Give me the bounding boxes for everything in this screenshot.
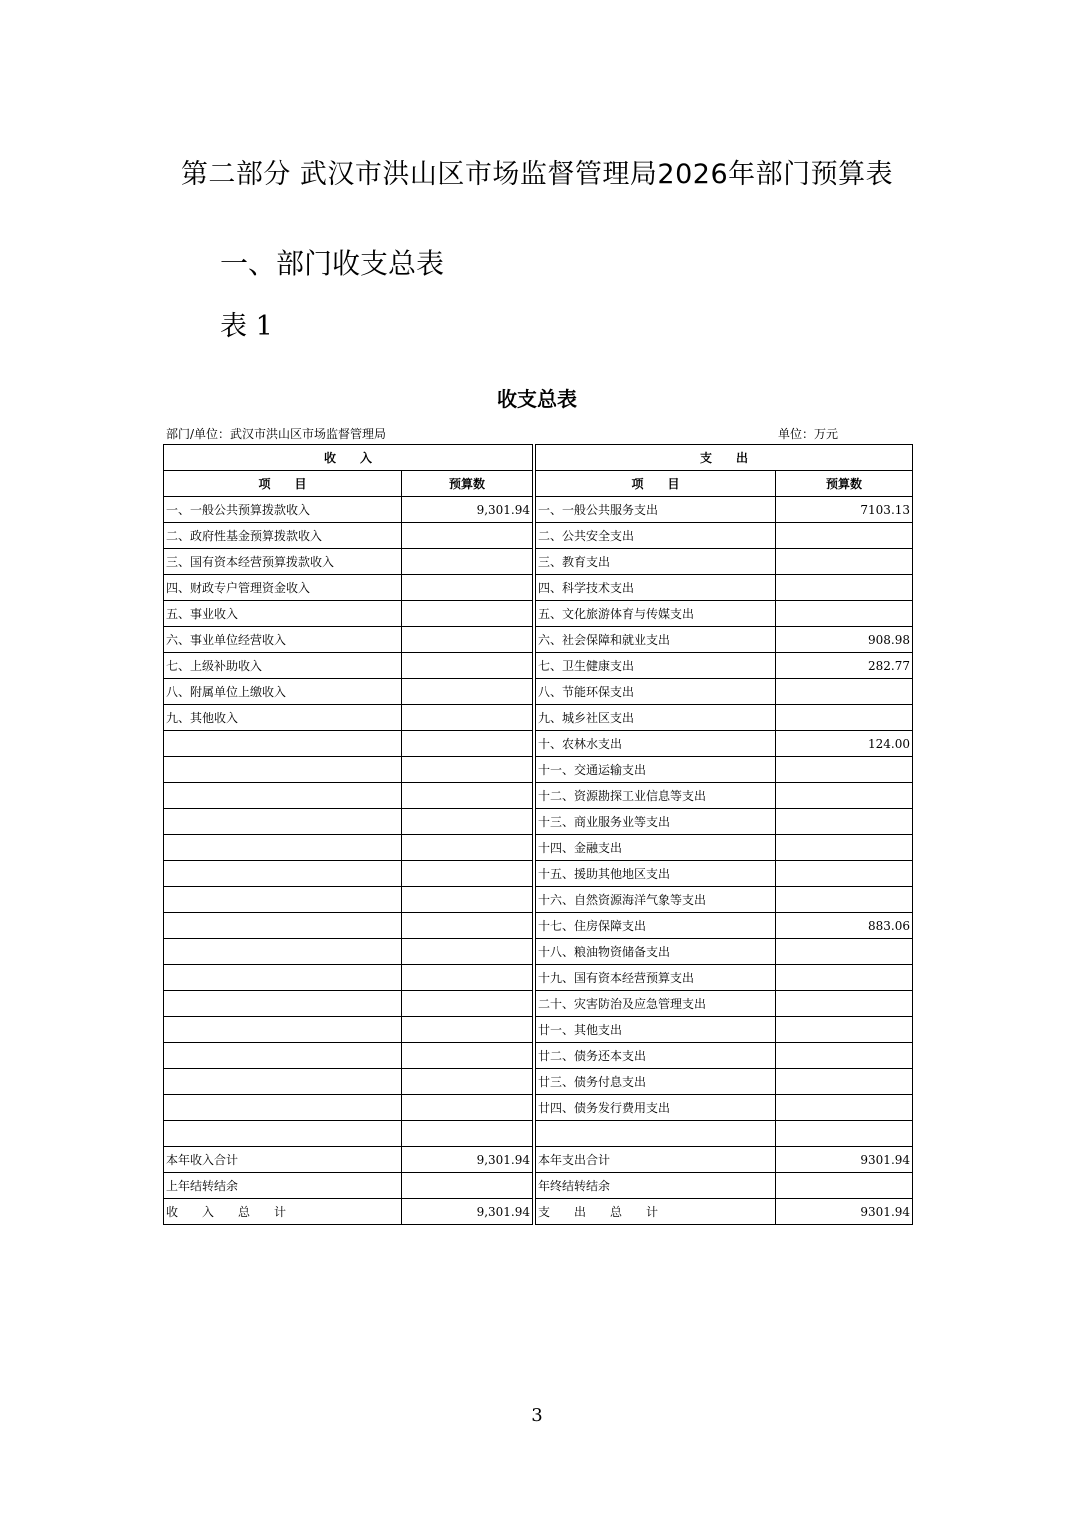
income-item-cell <box>164 783 402 809</box>
expense-item-cell: 十、农林水支出 <box>536 731 776 757</box>
income-value-cell <box>402 575 533 601</box>
table-row <box>164 1173 913 1199</box>
income-budget-header: 预算数 <box>402 471 533 497</box>
table-row <box>164 575 913 601</box>
expense-item-cell: 十九、国有资本经营预算支出 <box>536 965 776 991</box>
expense-item-cell: 年终结转结余 <box>536 1173 776 1199</box>
expense-item-header: 项 目 <box>536 471 776 497</box>
table-row <box>164 1121 913 1147</box>
expense-item-cell: 二、公共安全支出 <box>536 523 776 549</box>
income-item-cell: 上年结转结余 <box>164 1173 402 1199</box>
expense-value-cell <box>776 835 913 861</box>
expense-value-cell: 282.77 <box>776 653 913 679</box>
income-item-cell: 七、上级补助收入 <box>164 653 402 679</box>
expense-item-cell: 六、社会保障和就业支出 <box>536 627 776 653</box>
table-row <box>164 1095 913 1121</box>
table-row <box>164 757 913 783</box>
department-label: 部门/单位：武汉市洪山区市场监督管理局 <box>166 427 387 441</box>
expense-value-cell <box>776 1043 913 1069</box>
expense-value-cell <box>776 523 913 549</box>
expense-value-cell: 908.98 <box>776 627 913 653</box>
expense-value-cell <box>776 991 913 1017</box>
income-item-cell <box>164 757 402 783</box>
expense-value-cell <box>776 549 913 575</box>
expense-item-cell: 一、一般公共服务支出 <box>536 497 776 523</box>
expense-value-cell <box>776 1121 913 1147</box>
table-row <box>164 1043 913 1069</box>
table-row <box>164 653 913 679</box>
page-main-title: 第二部分 武汉市洪山区市场监督管理局2026年部门预算表 <box>180 159 894 190</box>
expense-value-cell <box>776 887 913 913</box>
income-item-cell <box>164 1069 402 1095</box>
table-row <box>164 627 913 653</box>
expense-header: 支 出 <box>536 445 913 471</box>
expense-value-cell <box>776 601 913 627</box>
expense-item-cell: 本年支出合计 <box>536 1147 776 1173</box>
income-item-cell <box>164 731 402 757</box>
table-row <box>164 1147 913 1173</box>
income-value-cell <box>402 679 533 705</box>
expense-value-cell <box>776 1069 913 1095</box>
expense-value-cell: 9301.94 <box>776 1199 913 1225</box>
expense-item-cell: 廿三、债务付息支出 <box>536 1069 776 1095</box>
income-value-cell <box>402 991 533 1017</box>
expense-item-cell: 二十、灾害防治及应急管理支出 <box>536 991 776 1017</box>
expense-budget-header: 预算数 <box>776 471 913 497</box>
table-header-row-columns <box>164 471 913 497</box>
table-row <box>164 1199 913 1225</box>
table-row <box>164 1017 913 1043</box>
income-value-cell <box>402 731 533 757</box>
table-row <box>164 965 913 991</box>
section-title: 一、部门收支总表 <box>220 247 445 280</box>
income-value-cell <box>402 1017 533 1043</box>
income-value-cell <box>402 913 533 939</box>
income-item-header: 项 目 <box>164 471 402 497</box>
table-row <box>164 549 913 575</box>
table-row <box>164 809 913 835</box>
income-value-cell: 9,301.94 <box>402 497 533 523</box>
income-item-cell <box>164 965 402 991</box>
income-item-cell: 三、国有资本经营预算拨款收入 <box>164 549 402 575</box>
income-item-cell: 四、财政专户管理资金收入 <box>164 575 402 601</box>
unit-label: 单位：万元 <box>778 427 839 441</box>
table-row <box>164 601 913 627</box>
expense-value-cell <box>776 861 913 887</box>
expense-item-cell: 十三、商业服务业等支出 <box>536 809 776 835</box>
expense-value-cell: 7103.13 <box>776 497 913 523</box>
table-row <box>164 835 913 861</box>
expense-item-cell: 廿一、其他支出 <box>536 1017 776 1043</box>
expense-value-cell <box>776 783 913 809</box>
income-value-cell <box>402 835 533 861</box>
page-number: 3 <box>531 1405 543 1426</box>
expense-item-cell: 十二、资源勘探工业信息等支出 <box>536 783 776 809</box>
income-item-cell <box>164 809 402 835</box>
income-value-cell <box>402 549 533 575</box>
expense-item-cell: 支 出 总 计 <box>536 1199 776 1225</box>
income-value-cell <box>402 627 533 653</box>
expense-value-cell <box>776 809 913 835</box>
income-value-cell <box>402 861 533 887</box>
income-value-cell <box>402 1173 533 1199</box>
expense-item-cell: 九、城乡社区支出 <box>536 705 776 731</box>
income-item-cell: 六、事业单位经营收入 <box>164 627 402 653</box>
expense-item-cell: 廿二、债务还本支出 <box>536 1043 776 1069</box>
table-row <box>164 861 913 887</box>
income-item-cell <box>164 1043 402 1069</box>
income-item-cell: 二、政府性基金预算拨款收入 <box>164 523 402 549</box>
income-header: 收 入 <box>164 445 533 471</box>
income-item-cell: 八、附属单位上缴收入 <box>164 679 402 705</box>
expense-item-cell: 十一、交通运输支出 <box>536 757 776 783</box>
income-value-cell <box>402 783 533 809</box>
table-row <box>164 991 913 1017</box>
income-value-cell <box>402 1121 533 1147</box>
income-value-cell <box>402 1095 533 1121</box>
income-value-cell <box>402 757 533 783</box>
expense-item-cell: 十六、自然资源海洋气象等支出 <box>536 887 776 913</box>
expense-item-cell: 四、科学技术支出 <box>536 575 776 601</box>
income-value-cell <box>402 1043 533 1069</box>
budget-summary-table <box>163 444 913 1225</box>
income-item-cell <box>164 1095 402 1121</box>
table-row <box>164 939 913 965</box>
income-value-cell <box>402 601 533 627</box>
income-value-cell <box>402 887 533 913</box>
income-item-cell <box>164 1121 402 1147</box>
income-item-cell: 一、一般公共预算拨款收入 <box>164 497 402 523</box>
table-row <box>164 679 913 705</box>
expense-value-cell <box>776 705 913 731</box>
table-row <box>164 887 913 913</box>
expense-item-cell: 三、教育支出 <box>536 549 776 575</box>
expense-item-cell: 十四、金融支出 <box>536 835 776 861</box>
expense-item-cell: 廿四、债务发行费用支出 <box>536 1095 776 1121</box>
table-title: 收支总表 <box>497 387 577 411</box>
income-value-cell: 9,301.94 <box>402 1199 533 1225</box>
income-value-cell: 9,301.94 <box>402 1147 533 1173</box>
income-item-cell: 本年收入合计 <box>164 1147 402 1173</box>
expense-item-cell: 七、卫生健康支出 <box>536 653 776 679</box>
income-value-cell <box>402 705 533 731</box>
expense-item-cell: 十五、援助其他地区支出 <box>536 861 776 887</box>
income-value-cell <box>402 965 533 991</box>
table-row <box>164 1069 913 1095</box>
table-number: 表 1 <box>220 311 273 342</box>
expense-value-cell <box>776 965 913 991</box>
income-item-cell <box>164 1017 402 1043</box>
table-row <box>164 913 913 939</box>
income-value-cell <box>402 809 533 835</box>
expense-item-cell: 十七、住房保障支出 <box>536 913 776 939</box>
expense-value-cell <box>776 1017 913 1043</box>
income-item-cell <box>164 835 402 861</box>
expense-value-cell: 124.00 <box>776 731 913 757</box>
income-value-cell <box>402 523 533 549</box>
income-value-cell <box>402 1069 533 1095</box>
income-item-cell <box>164 939 402 965</box>
expense-item-cell: 五、文化旅游体育与传媒支出 <box>536 601 776 627</box>
table-row <box>164 497 913 523</box>
expense-item-cell <box>536 1121 776 1147</box>
income-item-cell: 九、其他收入 <box>164 705 402 731</box>
table-row <box>164 705 913 731</box>
table-row <box>164 783 913 809</box>
income-item-cell <box>164 861 402 887</box>
table-header-row-group <box>164 445 913 471</box>
income-item-cell: 收 入 总 计 <box>164 1199 402 1225</box>
table-row <box>164 523 913 549</box>
income-value-cell <box>402 939 533 965</box>
income-value-cell <box>402 653 533 679</box>
expense-value-cell: 883.06 <box>776 913 913 939</box>
expense-item-cell: 十八、粮油物资储备支出 <box>536 939 776 965</box>
expense-value-cell <box>776 757 913 783</box>
expense-value-cell <box>776 939 913 965</box>
income-item-cell: 五、事业收入 <box>164 601 402 627</box>
table-row <box>164 731 913 757</box>
expense-value-cell <box>776 1095 913 1121</box>
income-item-cell <box>164 991 402 1017</box>
income-item-cell <box>164 887 402 913</box>
expense-item-cell: 八、节能环保支出 <box>536 679 776 705</box>
expense-value-cell <box>776 679 913 705</box>
expense-value-cell <box>776 575 913 601</box>
expense-value-cell: 9301.94 <box>776 1147 913 1173</box>
income-item-cell <box>164 913 402 939</box>
expense-value-cell <box>776 1173 913 1199</box>
